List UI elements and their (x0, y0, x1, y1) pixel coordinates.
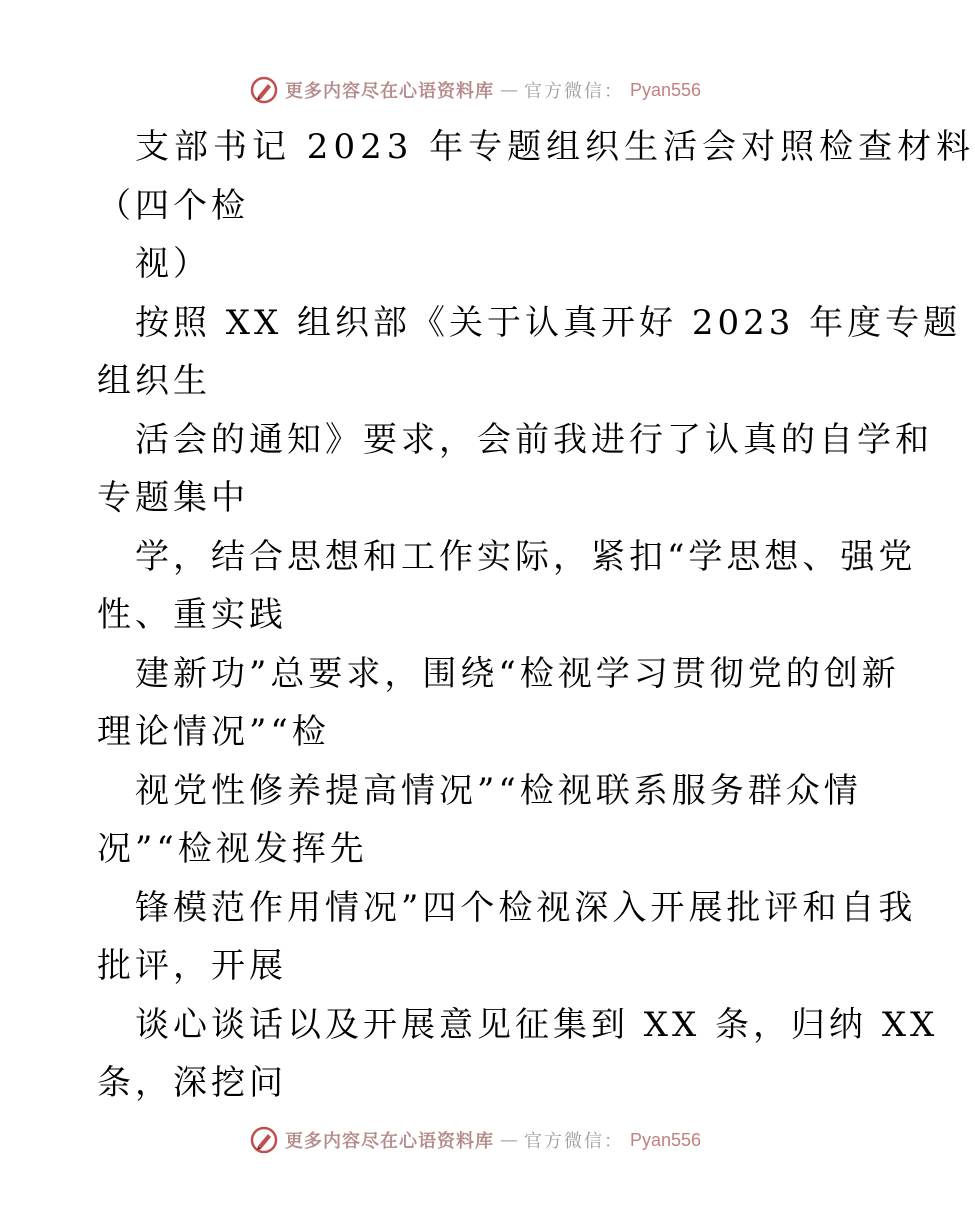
watermark-separator: — (499, 79, 518, 101)
document-title-line-1: 支部书记 2023 年专题组织生活会对照检查材料 (135, 127, 975, 167)
watermark-label: 官方微信： (523, 1131, 624, 1152)
paragraph-line: 况”“检视发挥先 (97, 829, 368, 869)
paragraph-line: 建新功”总要求，围绕“检视学习贯彻党的创新 (135, 653, 900, 694)
paragraph-line: 性、重实践 (97, 595, 287, 635)
paragraph-line: 锋模范作用情况”四个检视深入开展批评和自我 (135, 887, 917, 928)
watermark-footer (0, 1120, 950, 1160)
document-title-line-2: （四个检 (97, 185, 249, 226)
paragraph-line: 按照 XX 组织部《关于认真开好 2023 年度专题 (135, 302, 962, 343)
paragraph-line: 视党性修养提高情况”“检视联系服务群众情 (135, 770, 862, 811)
paragraph-line: 理论情况”“检 (97, 712, 330, 752)
pen-logo-icon (249, 1125, 279, 1155)
paragraph-line: 专题集中 (97, 478, 249, 518)
watermark-wechat-id: Pyan556 (629, 79, 702, 100)
watermark-text: 更多内容尽在心语资料库 (284, 1131, 494, 1152)
paragraph-line: 组织生 (97, 361, 211, 401)
watermark-text: 更多内容尽在心语资料库 (284, 81, 494, 102)
paragraph-line: 活会的通知》要求，会前我进行了认真的自学和 (135, 419, 933, 460)
document-body (97, 118, 975, 1113)
paragraph-line: 批评，开展 (97, 946, 287, 986)
document-title-line-3: 视） (135, 244, 211, 284)
watermark-separator: — (499, 1129, 518, 1151)
pen-logo-icon (249, 75, 279, 105)
watermark-wechat-id: Pyan556 (629, 1129, 702, 1150)
watermark-header (0, 70, 950, 110)
paragraph-line: 条，深挖问 (97, 1063, 287, 1103)
watermark-label: 官方微信： (523, 81, 624, 102)
paragraph-line: 学，结合思想和工作实际，紧扣“学思想、强党 (135, 536, 917, 577)
paragraph-line: 谈心谈话以及开展意见征集到 XX 条，归纳 XX (135, 1004, 939, 1045)
